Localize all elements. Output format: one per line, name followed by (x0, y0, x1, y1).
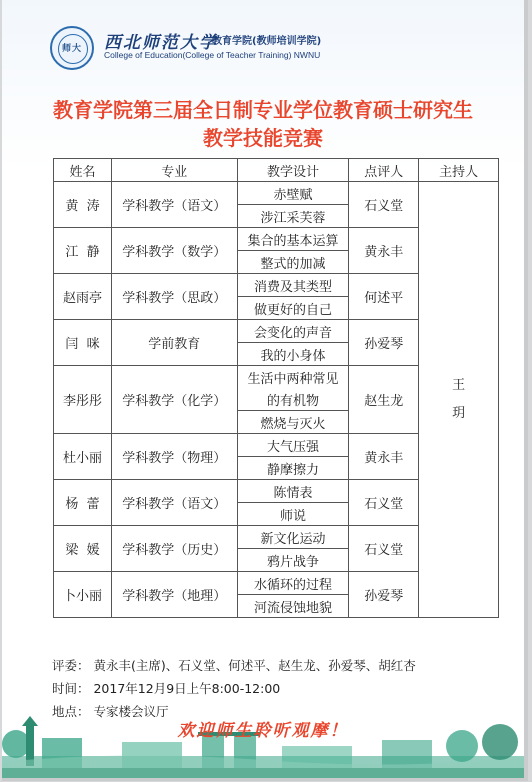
teaching-design: 水循环的过程 (237, 572, 349, 595)
teaching-design: 鸦片战争 (237, 549, 349, 572)
contestant-name: 赵雨亭 (54, 274, 112, 320)
college-name-en: College of Education(College of Teacher Training) NWNU (104, 50, 321, 60)
contestant-major: 学科教学（历史） (111, 526, 237, 572)
contestant-major: 学科教学（化学） (111, 366, 237, 434)
judges-line: 评委： 黄永丰(主席)、石义堂、何述平、赵生龙、孙爱琴、胡红杏 (52, 658, 416, 673)
reviewer: 黄永丰 (349, 228, 419, 274)
teaching-design: 河流侵蚀地貌 (237, 595, 349, 618)
contestant-name: 闫 咪 (54, 320, 112, 366)
teaching-design: 会变化的声音 (237, 320, 349, 343)
schedule-table (53, 158, 499, 618)
reviewer: 石义堂 (349, 480, 419, 526)
teaching-design: 涉江采芙蓉 (237, 205, 349, 228)
contestant-major: 学科教学（地理） (111, 572, 237, 618)
teaching-design: 静摩擦力 (237, 457, 349, 480)
college-header (50, 26, 370, 70)
header-major: 专业 (111, 159, 237, 182)
university-seal-icon (50, 26, 94, 70)
contestant-major: 学科教学（语文） (111, 182, 237, 228)
contestant-major: 学前教育 (111, 320, 237, 366)
teaching-design: 生活中两种常见 (237, 366, 349, 389)
time-line: 时间： 2017年12月9日上午8:00-12:00 (52, 681, 281, 696)
teaching-design: 整式的加减 (237, 251, 349, 274)
contestant-name: 卜小丽 (54, 572, 112, 618)
poster-title-line2: 教学技能竞赛 (203, 126, 323, 150)
host-name: 王 玥 (419, 182, 499, 618)
contestant-name: 杜小丽 (54, 434, 112, 480)
teaching-design: 赤壁赋 (237, 182, 349, 205)
header-name: 姓名 (54, 159, 112, 182)
contestant-name: 江 静 (54, 228, 112, 274)
header-design: 教学设计 (237, 159, 349, 182)
welcome-banner: 欢迎师生聆听观摩！ (177, 721, 349, 741)
teaching-design: 消费及其类型 (237, 274, 349, 297)
teaching-design: 新文化运动 (237, 526, 349, 549)
reviewer: 赵生龙 (349, 366, 419, 434)
reviewer: 黄永丰 (349, 434, 419, 480)
table-row (54, 182, 499, 205)
contestant-name: 杨 蕾 (54, 480, 112, 526)
reviewer: 何述平 (349, 274, 419, 320)
contestant-name: 梁 媛 (54, 526, 112, 572)
contestant-name: 黄 涛 (54, 182, 112, 228)
reviewer: 石义堂 (349, 182, 419, 228)
contestant-major: 学科教学（数学） (111, 228, 237, 274)
table-header-row (54, 159, 499, 182)
teaching-design: 陈情表 (237, 480, 349, 503)
contestant-major: 学科教学（语文） (111, 480, 237, 526)
place-line: 地点： 专家楼会议厅 (52, 704, 169, 719)
contestant-major: 学科教学（思政） (111, 274, 237, 320)
poster (2, 0, 528, 781)
teaching-design: 燃烧与灭火 (237, 411, 349, 434)
teaching-design: 大气压强 (237, 434, 349, 457)
contestant-name: 李彤彤 (54, 366, 112, 434)
poster-title-line1: 教育学院第三届全日制专业学位教育硕士研究生 (53, 98, 473, 122)
teaching-design: 做更好的自己 (237, 297, 349, 320)
reviewer: 孙爱琴 (349, 572, 419, 618)
teaching-design: 师说 (237, 503, 349, 526)
university-name: 西北师范大学 (104, 33, 218, 53)
seal-text: 师大 (61, 44, 82, 54)
header-host: 主持人 (419, 159, 499, 182)
reviewer: 石义堂 (349, 526, 419, 572)
teaching-design: 集合的基本运算 (237, 228, 349, 251)
college-name-cn: 教育学院(教师培训学院) (212, 36, 322, 47)
reviewer: 孙爱琴 (349, 320, 419, 366)
teaching-design: 的有机物 (237, 388, 349, 411)
header-reviewer: 点评人 (349, 159, 419, 182)
teaching-design: 我的小身体 (237, 343, 349, 366)
contestant-major: 学科教学（物理） (111, 434, 237, 480)
